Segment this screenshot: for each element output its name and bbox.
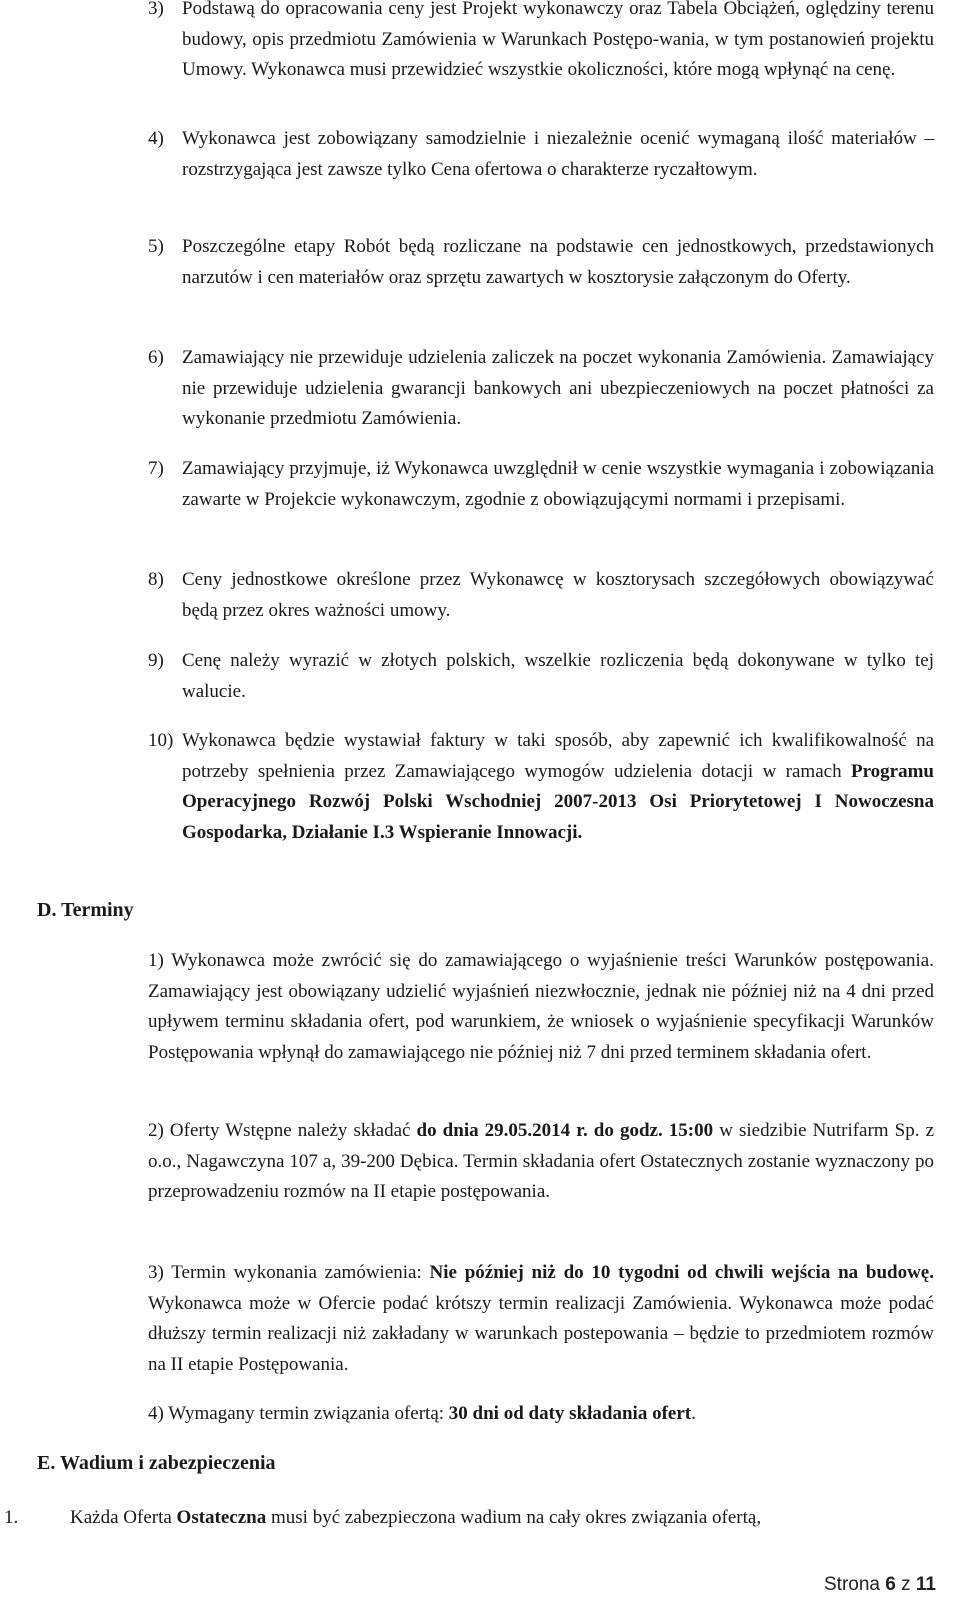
deadline-date: do dnia 29.05.2014 r. do godz. 15:00 [416, 1120, 714, 1141]
list-item [148, 1258, 934, 1380]
binding-period: 30 dni od daty składania ofert [448, 1403, 692, 1424]
list-item [0, 1503, 934, 1534]
item-text: Zamawiający nie przewiduje udzielenia zaliczek na poczet wykonania Zamówienia. Zamawiający nie przewiduje udzielenia gwarancji bankowych ani ubezpieczeniowych na poczet płatności za wykonanie przedmiotu Zamówienia. [182, 347, 934, 429]
item-text: Poszczególne etapy Robót będą rozliczane na podstawie cen jednostkowych, przedstawionych narzutów i cen materiałów oraz sprzętu zawartych w kosztorysie załączonym do Oferty. [182, 236, 934, 288]
item-text [148, 726, 934, 848]
item-text-normal: 2) Oferty Wstępne należy składać [148, 1120, 417, 1141]
list-item [148, 0, 934, 86]
list-item [148, 565, 934, 626]
page-label: Strona [824, 1574, 880, 1595]
program-name: Programu Operacyjnego Rozwój Polski Wschodniej 2007-2013 Osi Priorytetowej I Nowoczesna Gospodarka, Działanie I.3 Wspieranie Innowacji. [182, 760, 934, 843]
item-text: 1) Wykonawca może zwrócić się do zamawiającego o wyjaśnienie treści Warunków postępowania. Zamawiający jest obowiązany udzielić wyjaśnień niezwłocznie, jednak nie później niż na 4 dni przed upływem terminu składania ofert, pod warunkiem, że wniosek o wyjaśnienie specyfikacji Warunków Postępowania wpłynął do zamawiającego nie później niż 7 dni przed terminem składania ofert. [148, 950, 934, 1063]
item-text: Ceny jednostkowe określone przez Wykonawcę w kosztorysach szczegółowych obowiązywać będą przez okres ważności umowy. [182, 569, 934, 621]
item-number: 8) [148, 569, 164, 590]
list-item [148, 1116, 934, 1208]
page-footer [824, 1574, 936, 1596]
item-text-normal: Każda Oferta [70, 1507, 177, 1528]
item-text: Cenę należy wyrazić w złotych polskich, wszelkie rozliczenia będą dokonywane w tylko tej walucie. [182, 650, 934, 702]
item-text-normal: musi być zabezpieczona wadium na cały okres związania ofertą, [266, 1507, 762, 1528]
item-text-normal: 3) Termin wykonania zamówienia: [148, 1262, 430, 1283]
item-text-normal: Wykonawca będzie wystawiał faktury w taki sposób, aby zapewnić ich kwalifikowalność na potrzeby spełnienia przez Zamawiającego wymogów udzielenia dotacji w ramach [182, 730, 934, 782]
page-number: 6 [885, 1574, 896, 1595]
item-text-normal: Wykonawca może w Ofercie podać krótszy termin realizacji Zamówienia. Wykonawca może podać dłuższy termin realizacji niż zakładany w warunkach postepowania – będzie to przedmiotem rozmów na II etapie Postępowania. [148, 1292, 934, 1375]
item-text-normal: 4) Wymagany termin związania ofertą: [148, 1403, 449, 1424]
list-item [148, 343, 934, 435]
list-item [148, 646, 934, 707]
item-text: Wykonawca jest zobowiązany samodzielnie i niezależnie ocenić wymaganą ilość materiałów – rozstrzygająca jest zawsze tylko Cena ofertowa o charakterze ryczałtowym. [182, 128, 934, 180]
offer-type: Ostateczna [176, 1507, 267, 1528]
item-text [148, 1258, 934, 1380]
item-text: Podstawą do opracowania ceny jest Projekt wykonawczy oraz Tabela Obciążeń, oględziny terenu budowy, opis przedmiotu Zamówienia w Warunkach Postępo-wania, w tym postanowień projektu Umowy. Wykonawca musi przewidzieć wszystkie okoliczności, które mogą wpłynąć na cenę. [182, 0, 934, 80]
section-heading: E. Wadium i zabezpieczenia [37, 1452, 276, 1474]
item-number: 3) [148, 0, 164, 19]
item-text [148, 1116, 934, 1208]
item-text [148, 1399, 934, 1430]
list-item [148, 124, 934, 185]
item-number: 4) [148, 128, 164, 149]
item-text: Zamawiający przyjmuje, iż Wykonawca uwzględnił w cenie wszystkie wymagania i zobowiązania zawarte w Projekcie wykonawczym, zgodnie z obowiązującymi normami i przepisami. [182, 458, 934, 510]
list-item [148, 726, 934, 848]
item-number: 9) [148, 650, 164, 671]
item-number: 7) [148, 458, 164, 479]
section-heading: D. Terminy [37, 899, 134, 921]
item-text-normal: . [691, 1403, 696, 1424]
item-number: 1. [4, 1507, 19, 1528]
page-of: z [901, 1574, 911, 1595]
list-item [148, 946, 934, 1068]
page-total: 11 [915, 1574, 936, 1595]
list-item [148, 232, 934, 293]
item-text [0, 1503, 934, 1534]
item-number: 5) [148, 236, 164, 257]
item-number: 6) [148, 347, 164, 368]
completion-deadline: Nie później niż do 10 tygodni od chwili wejścia na budowę. [429, 1262, 934, 1283]
list-item [148, 454, 934, 515]
item-text-normal: w siedzibie Nutrifarm Sp. z o.o., Nagawczyna 107 a, 39-200 Dębica. Termin składania ofert Ostatecznych zostanie wyznaczony po przeprowadzeniu rozmów na II etapie postępowania. [148, 1120, 935, 1202]
list-item [148, 1399, 934, 1430]
item-number: 10) [148, 730, 174, 751]
